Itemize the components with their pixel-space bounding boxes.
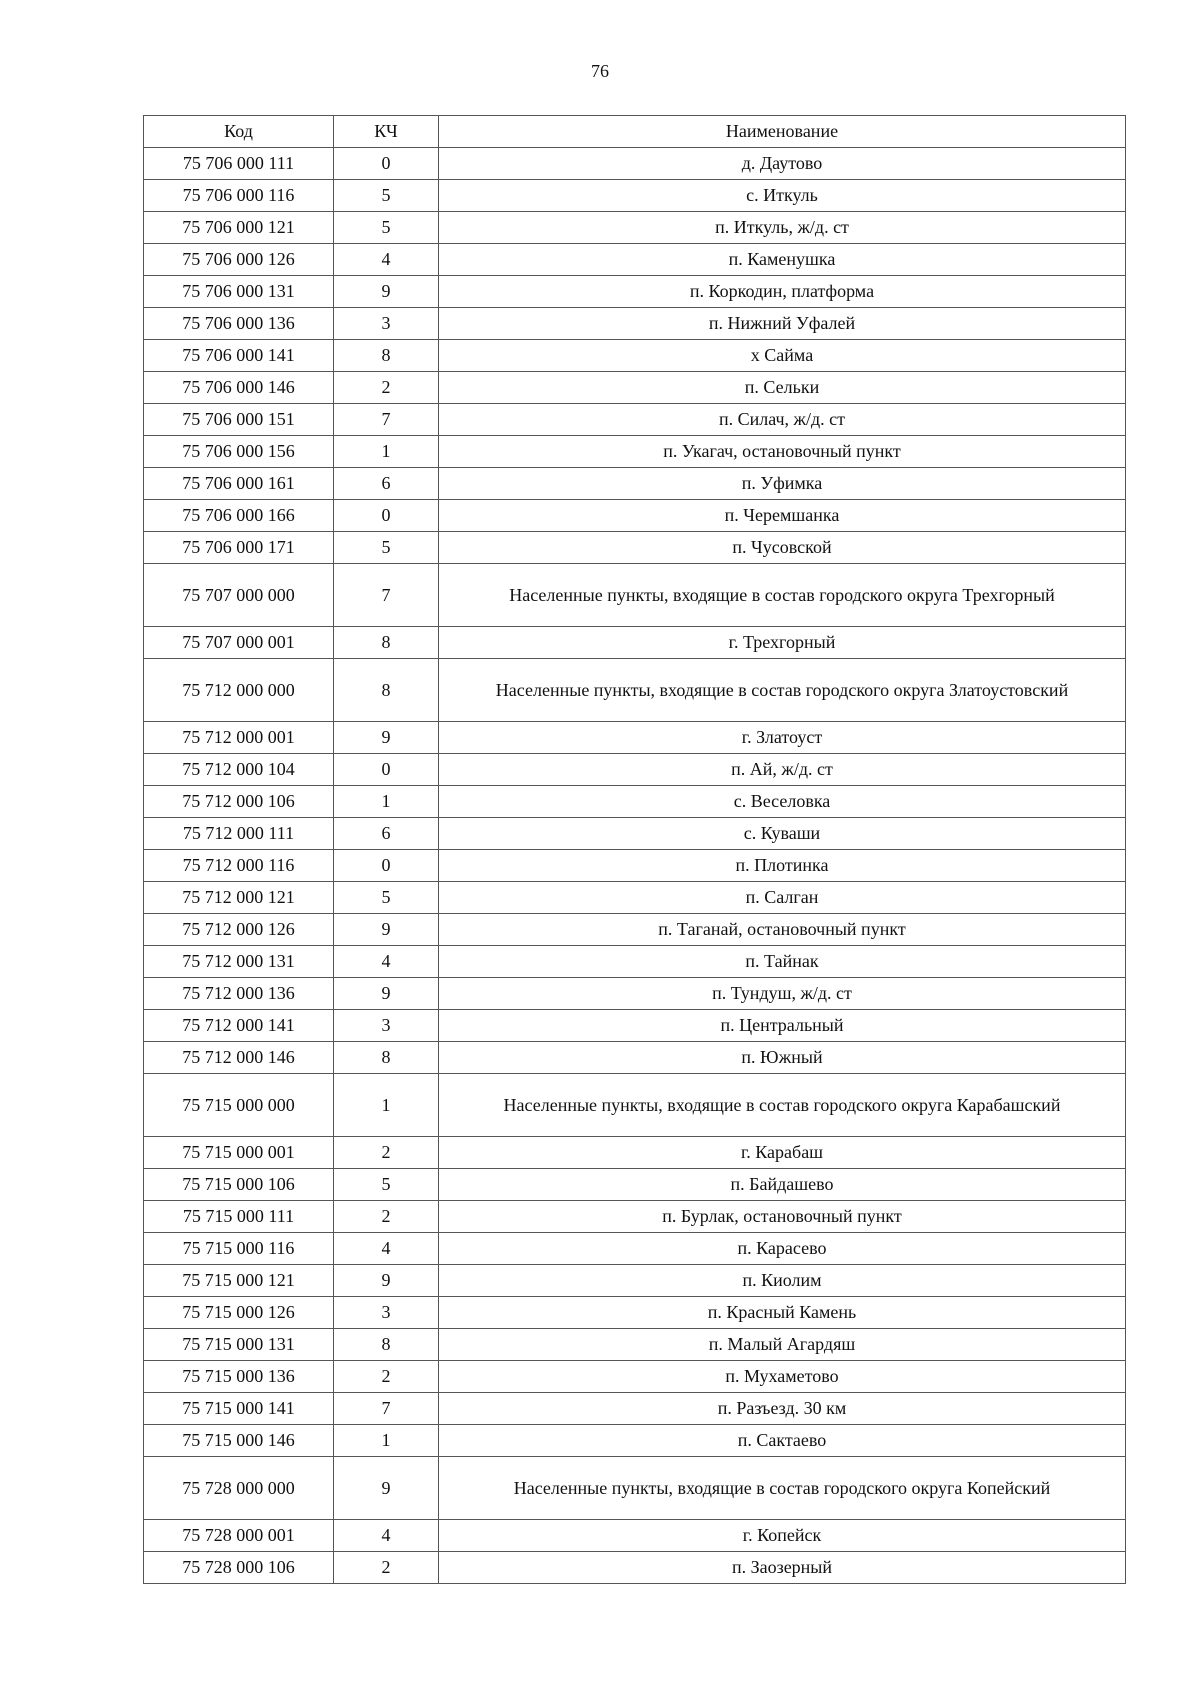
table-header-row: [144, 116, 1126, 148]
cell-code: 75 706 000 151: [144, 404, 334, 436]
table-row: [144, 627, 1126, 659]
cell-kch: 1: [334, 436, 439, 468]
cell-name: п. Бурлак, остановочный пункт: [439, 1201, 1126, 1233]
cell-kch: 9: [334, 1457, 439, 1520]
cell-name: Населенные пункты, входящие в состав городского округа Златоустовский: [439, 659, 1126, 722]
table-row: [144, 212, 1126, 244]
cell-code: 75 715 000 126: [144, 1297, 334, 1329]
cell-code: 75 715 000 141: [144, 1393, 334, 1425]
cell-kch: 0: [334, 850, 439, 882]
cell-kch: 0: [334, 754, 439, 786]
cell-code: 75 706 000 161: [144, 468, 334, 500]
cell-name: п. Нижний Уфалей: [439, 308, 1126, 340]
cell-code: 75 706 000 111: [144, 148, 334, 180]
table-row: [144, 786, 1126, 818]
cell-code: 75 715 000 131: [144, 1329, 334, 1361]
cell-code: 75 715 000 000: [144, 1074, 334, 1137]
cell-kch: 5: [334, 1169, 439, 1201]
cell-code: 75 715 000 106: [144, 1169, 334, 1201]
cell-name: с. Иткуль: [439, 180, 1126, 212]
table-row: [144, 340, 1126, 372]
cell-code: 75 706 000 141: [144, 340, 334, 372]
table-row: [144, 978, 1126, 1010]
table-row: [144, 1457, 1126, 1520]
cell-kch: 7: [334, 404, 439, 436]
cell-name: п. Байдашево: [439, 1169, 1126, 1201]
cell-code: 75 715 000 146: [144, 1425, 334, 1457]
cell-name: г. Златоуст: [439, 722, 1126, 754]
table-row: [144, 468, 1126, 500]
cell-name: п. Тайнак: [439, 946, 1126, 978]
cell-code: 75 712 000 106: [144, 786, 334, 818]
cell-code: 75 715 000 121: [144, 1265, 334, 1297]
cell-name: п. Мухаметово: [439, 1361, 1126, 1393]
cell-kch: 5: [334, 882, 439, 914]
cell-name: п. Салган: [439, 882, 1126, 914]
table-row: [144, 1520, 1126, 1552]
cell-code: 75 706 000 116: [144, 180, 334, 212]
cell-kch: 8: [334, 1329, 439, 1361]
table-row: [144, 1233, 1126, 1265]
cell-code: 75 728 000 001: [144, 1520, 334, 1552]
cell-name: п. Тундуш, ж/д. ст: [439, 978, 1126, 1010]
cell-name: г. Трехгорный: [439, 627, 1126, 659]
cell-kch: 2: [334, 372, 439, 404]
cell-name: п. Таганай, остановочный пункт: [439, 914, 1126, 946]
cell-kch: 2: [334, 1137, 439, 1169]
cell-name: п. Разъезд. 30 км: [439, 1393, 1126, 1425]
cell-kch: 4: [334, 946, 439, 978]
cell-code: 75 706 000 171: [144, 532, 334, 564]
classifier-table: [143, 115, 1126, 1584]
cell-code: 75 712 000 141: [144, 1010, 334, 1042]
table-row: [144, 500, 1126, 532]
table-row: [144, 244, 1126, 276]
cell-kch: 9: [334, 276, 439, 308]
cell-name: п. Плотинка: [439, 850, 1126, 882]
cell-code: 75 706 000 126: [144, 244, 334, 276]
table-body: [144, 148, 1126, 1584]
cell-code: 75 707 000 001: [144, 627, 334, 659]
cell-name: п. Малый Агардяш: [439, 1329, 1126, 1361]
cell-kch: 5: [334, 212, 439, 244]
cell-kch: 2: [334, 1552, 439, 1584]
cell-code: 75 706 000 156: [144, 436, 334, 468]
cell-kch: 8: [334, 340, 439, 372]
table-row: [144, 148, 1126, 180]
table-row: [144, 850, 1126, 882]
cell-name: Населенные пункты, входящие в состав городского округа Трехгорный: [439, 564, 1126, 627]
cell-name: п. Иткуль, ж/д. ст: [439, 212, 1126, 244]
table-row: [144, 659, 1126, 722]
cell-name: с. Веселовка: [439, 786, 1126, 818]
cell-kch: 2: [334, 1201, 439, 1233]
cell-kch: 8: [334, 659, 439, 722]
cell-kch: 9: [334, 978, 439, 1010]
cell-name: п. Силач, ж/д. ст: [439, 404, 1126, 436]
cell-code: 75 712 000 146: [144, 1042, 334, 1074]
cell-code: 75 715 000 136: [144, 1361, 334, 1393]
cell-name: п. Укагач, остановочный пункт: [439, 436, 1126, 468]
table-row: [144, 1329, 1126, 1361]
cell-kch: 2: [334, 1361, 439, 1393]
cell-kch: 1: [334, 1074, 439, 1137]
cell-kch: 0: [334, 148, 439, 180]
table-row: [144, 372, 1126, 404]
cell-code: 75 706 000 166: [144, 500, 334, 532]
classifier-table-container: [143, 115, 1125, 1584]
cell-code: 75 712 000 136: [144, 978, 334, 1010]
cell-kch: 0: [334, 500, 439, 532]
cell-kch: 4: [334, 1520, 439, 1552]
cell-name: х Сайма: [439, 340, 1126, 372]
cell-code: 75 706 000 146: [144, 372, 334, 404]
table-row: [144, 882, 1126, 914]
cell-kch: 9: [334, 1265, 439, 1297]
cell-name: п. Сактаево: [439, 1425, 1126, 1457]
header-kch: КЧ: [334, 116, 439, 148]
cell-code: 75 712 000 131: [144, 946, 334, 978]
cell-name: п. Ай, ж/д. ст: [439, 754, 1126, 786]
table-row: [144, 1074, 1126, 1137]
cell-kch: 7: [334, 1393, 439, 1425]
cell-name: г. Карабаш: [439, 1137, 1126, 1169]
cell-name: п. Чусовской: [439, 532, 1126, 564]
table-row: [144, 1042, 1126, 1074]
cell-kch: 8: [334, 1042, 439, 1074]
cell-name: п. Киолим: [439, 1265, 1126, 1297]
cell-name: п. Центральный: [439, 1010, 1126, 1042]
cell-name: с. Куваши: [439, 818, 1126, 850]
cell-kch: 9: [334, 722, 439, 754]
cell-name: г. Копейск: [439, 1520, 1126, 1552]
cell-code: 75 712 000 126: [144, 914, 334, 946]
cell-code: 75 712 000 000: [144, 659, 334, 722]
table-row: [144, 818, 1126, 850]
table-row: [144, 722, 1126, 754]
cell-kch: 3: [334, 1297, 439, 1329]
cell-kch: 3: [334, 1010, 439, 1042]
table-row: [144, 1265, 1126, 1297]
cell-kch: 6: [334, 818, 439, 850]
table-row: [144, 1393, 1126, 1425]
header-code: Код: [144, 116, 334, 148]
cell-kch: 4: [334, 1233, 439, 1265]
table-row: [144, 1010, 1126, 1042]
cell-code: 75 728 000 106: [144, 1552, 334, 1584]
table-row: [144, 1137, 1126, 1169]
cell-kch: 5: [334, 532, 439, 564]
cell-code: 75 715 000 111: [144, 1201, 334, 1233]
table-row: [144, 1425, 1126, 1457]
cell-code: 75 712 000 116: [144, 850, 334, 882]
cell-name: Населенные пункты, входящие в состав городского округа Копейский: [439, 1457, 1126, 1520]
cell-name: п. Черемшанка: [439, 500, 1126, 532]
table-row: [144, 946, 1126, 978]
cell-name: п. Уфимка: [439, 468, 1126, 500]
table-row: [144, 1297, 1126, 1329]
cell-kch: 9: [334, 914, 439, 946]
cell-code: 75 715 000 116: [144, 1233, 334, 1265]
cell-name: п. Коркодин, платформа: [439, 276, 1126, 308]
cell-kch: 4: [334, 244, 439, 276]
table-row: [144, 1169, 1126, 1201]
cell-code: 75 712 000 111: [144, 818, 334, 850]
table-row: [144, 308, 1126, 340]
cell-code: 75 712 000 104: [144, 754, 334, 786]
cell-code: 75 706 000 131: [144, 276, 334, 308]
cell-kch: 5: [334, 180, 439, 212]
cell-name: п. Заозерный: [439, 1552, 1126, 1584]
table-row: [144, 436, 1126, 468]
cell-name: д. Даутово: [439, 148, 1126, 180]
table-row: [144, 564, 1126, 627]
table-row: [144, 532, 1126, 564]
cell-kch: 3: [334, 308, 439, 340]
table-row: [144, 1201, 1126, 1233]
table-row: [144, 1552, 1126, 1584]
cell-code: 75 728 000 000: [144, 1457, 334, 1520]
cell-code: 75 706 000 136: [144, 308, 334, 340]
cell-name: Населенные пункты, входящие в состав городского округа Карабашский: [439, 1074, 1126, 1137]
cell-name: п. Каменушка: [439, 244, 1126, 276]
table-row: [144, 404, 1126, 436]
cell-name: п. Южный: [439, 1042, 1126, 1074]
cell-kch: 1: [334, 786, 439, 818]
header-name: Наименование: [439, 116, 1126, 148]
cell-name: п. Карасево: [439, 1233, 1126, 1265]
cell-code: 75 707 000 000: [144, 564, 334, 627]
cell-name: п. Сельки: [439, 372, 1126, 404]
table-row: [144, 1361, 1126, 1393]
cell-kch: 6: [334, 468, 439, 500]
table-row: [144, 180, 1126, 212]
cell-code: 75 712 000 001: [144, 722, 334, 754]
table-row: [144, 754, 1126, 786]
cell-kch: 8: [334, 627, 439, 659]
cell-kch: 1: [334, 1425, 439, 1457]
cell-code: 75 712 000 121: [144, 882, 334, 914]
cell-kch: 7: [334, 564, 439, 627]
page-number: 76: [591, 61, 609, 81]
table-row: [144, 914, 1126, 946]
cell-code: 75 715 000 001: [144, 1137, 334, 1169]
table-row: [144, 276, 1126, 308]
cell-name: п. Красный Камень: [439, 1297, 1126, 1329]
cell-code: 75 706 000 121: [144, 212, 334, 244]
